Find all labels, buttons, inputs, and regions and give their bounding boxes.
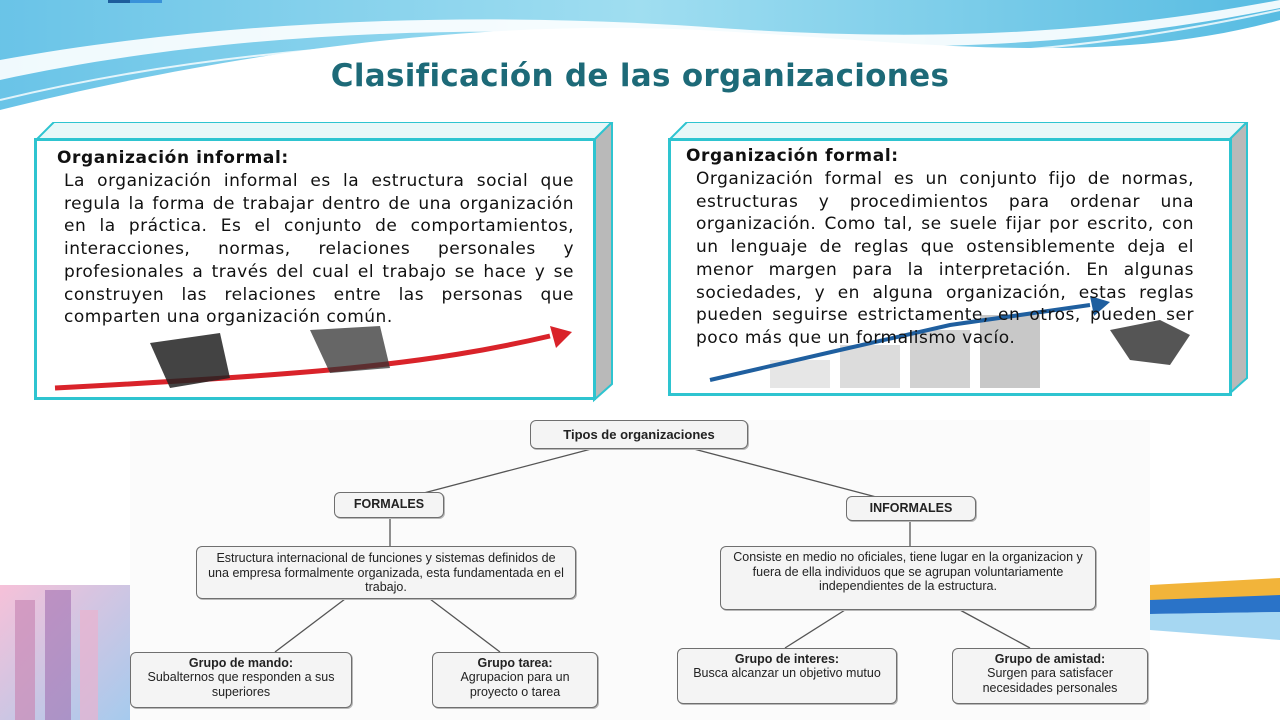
grupo-mando-node	[130, 652, 352, 708]
root-node: Tipos de organizaciones	[530, 420, 748, 449]
grupo-tarea-title: Grupo tarea:	[477, 656, 553, 670]
formales-node	[334, 492, 444, 518]
informales-node	[846, 496, 976, 521]
informal-heading: Organización informal:	[57, 148, 289, 168]
formales-description: Estructura internacional de funciones y sistemas definidos de una empresa formalmente organizada, esta fundamentada en el trabajo.	[208, 551, 564, 594]
formales-description-node	[196, 546, 576, 599]
page-title: Clasificación de las organizaciones	[330, 58, 950, 94]
grupo-amistad-title: Grupo de amistad:	[994, 652, 1106, 666]
grupo-tarea-text: Agrupacion para un proyecto o tarea	[460, 670, 570, 699]
grupo-interes-text: Busca alcanzar un objetivo mutuo	[693, 666, 881, 680]
formal-heading: Organización formal:	[686, 146, 899, 166]
informal-text: La organización informal es la estructura social que regula la forma de trabajar dentro de una organización en la práctica. Es el conjunto de comportamientos, interacciones, normas, relaciones personales y profesionales a través del cual el trabajo se hace y se construyen las relaciones entre las personas que comparten una organización común.	[64, 171, 574, 328]
grupo-mando-title: Grupo de mando:	[188, 656, 294, 670]
grupo-mando-text: Subalternos que responden a sus superiores	[147, 670, 335, 699]
grupo-amistad-text: Surgen para satisfacer necesidades personales	[982, 666, 1118, 695]
grupo-amistad-node	[952, 648, 1148, 704]
grupo-interes-title: Grupo de interes:	[734, 652, 840, 666]
grupo-tarea-node	[432, 652, 598, 708]
formales-label: FORMALES	[353, 497, 425, 511]
informales-description-node	[720, 546, 1096, 610]
informales-label: INFORMALES	[869, 501, 953, 515]
grupo-interes-node	[677, 648, 897, 704]
informales-description: Consiste en medio no oficiales, tiene lugar en la organizacion y fuera de ella individuos que se agrupan voluntariamente independientes de la estructura.	[733, 550, 1083, 593]
formal-text: Organización formal es un conjunto fijo de normas, estructuras y procedimientos para ordenar una organización. Como tal, se suele fijar por escrito, con un lenguaje de reglas que ostensiblemente deja el menor margen para la interpretación. En algunas sociedades, y en alguna organización, estas reglas pueden seguirse estrictamente, en otros, pueden ser poco más que un formalismo vacío.	[696, 169, 1194, 348]
